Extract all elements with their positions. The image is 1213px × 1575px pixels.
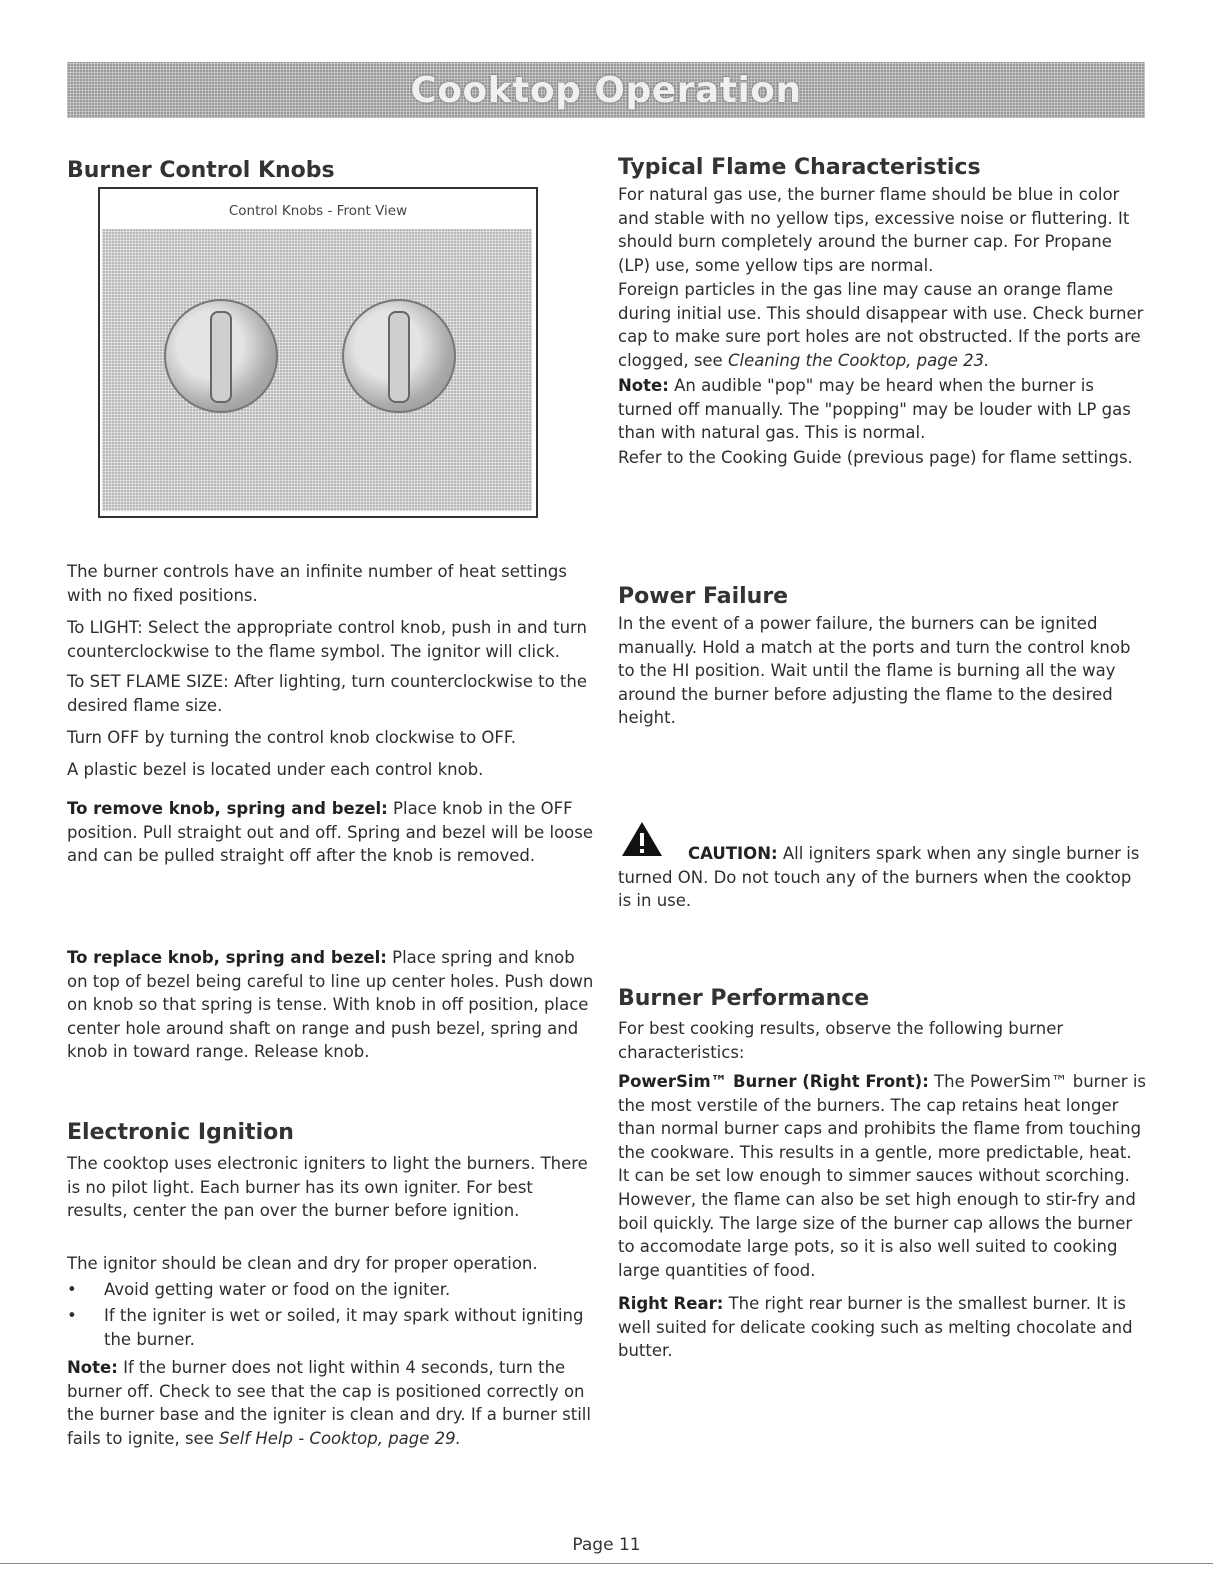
heading-burner-control-knobs: Burner Control Knobs — [67, 158, 335, 183]
knobs-paragraph-2: To LIGHT: Select the appropriate control knob, push in and turn counterclockwise to the flame symbol. The ignitor will click. — [67, 618, 587, 661]
remove-knob-label: To remove knob, spring and bezel: — [67, 799, 388, 818]
powersim-text: The PowerSim™ burner is the most verstile of the burners. The cap retains heat longer than normal burner caps and prohibits the flame from touching the cookware. This results in a gentle, more predictable, heat. It can be set low enough to simmer sauces without scorching. However, the flame can also be set high enough to stir-fry and boil quickly. The large size of the burner cap allows the burner to accomodate large pots, so it is also well suited to cooking large quantities of food. — [618, 1072, 1146, 1280]
right-rear-paragraph — [618, 1292, 1146, 1363]
bullet-dot: • — [67, 1306, 77, 1325]
right-rear-text: The right rear burner is the smallest burner. It is well suited for delicate cooking such as melting chocolate and butter. — [618, 1294, 1133, 1361]
ignition-bullet-2 — [67, 1304, 597, 1351]
knobs-paragraph-4: Turn OFF by turning the control knob clockwise to OFF. — [67, 728, 516, 747]
knobs-paragraph-1: The burner controls have an infinite number of heat settings with no fixed positions. — [67, 562, 567, 605]
heading-burner-performance: Burner Performance — [618, 986, 870, 1011]
power-failure-paragraph: In the event of a power failure, the burners can be ignited manually. Hold a match at the ports and turn the control knob to the HI position. Wait until the flame is burning all the way around the burner before adjusting the flame to the desired height. — [618, 614, 1131, 728]
figure-caption: Control Knobs - Front View — [228, 203, 408, 219]
right-rear-label: Right Rear: — [618, 1294, 724, 1313]
flame-note-paragraph — [618, 374, 1146, 445]
note-text: If the burner does not light within 4 seconds, turn the burner off. Check to see that the cap is positioned correctly on the burner base and the igniter is clean and dry. If a burner still fails to ignite, see — [67, 1358, 591, 1448]
caution-paragraph — [618, 842, 1146, 913]
note-label: Note: — [67, 1358, 118, 1377]
remove-knob-text: Place knob in the OFF position. Pull straight out and off. Spring and bezel will be loose and can be pulled straight off after the knob is removed. — [67, 799, 594, 866]
powersim-paragraph — [618, 1070, 1146, 1282]
bullet-dot: • — [67, 1280, 77, 1299]
flame-paragraph-4: Refer to the Cooking Guide (previous page) for flame settings. — [618, 448, 1133, 467]
flame-paragraph-2 — [618, 278, 1146, 372]
knobs-paragraph-5: A plastic bezel is located under each control knob. — [67, 760, 484, 779]
banner-title: Cooktop Operation — [410, 69, 802, 111]
caution-text: All igniters spark when any single burner is turned ON. Do not touch any of the burners when the cooktop is in use. — [618, 844, 1140, 911]
bullet-text: Avoid getting water or food on the igniter. — [104, 1280, 451, 1299]
flame-paragraph-2-text: Foreign particles in the gas line may cause an orange flame during initial use. This should disappear with use. Check burner cap to make sure port holes are not obstructed. If the ports are clogged, see — [618, 280, 1144, 370]
powersim-label: PowerSim™ Burner (Right Front): — [618, 1072, 929, 1091]
control-knob-right — [342, 299, 456, 413]
heading-power-failure: Power Failure — [618, 584, 789, 609]
ignition-bullet-1 — [67, 1278, 597, 1302]
replace-knob-label: To replace knob, spring and bezel: — [67, 948, 387, 967]
note-reference: Self Help - Cooktop, page 29. — [219, 1428, 461, 1448]
bullet-text: If the igniter is wet or soiled, it may spark without igniting the burner. — [104, 1306, 584, 1349]
replace-knob-text: Place spring and knob on top of bezel being careful to line up center holes. Push down on knob so that spring is tense. With knob in off position, place center hole around shaft on range and push bezel, spring and knob in toward range. Release knob. — [67, 948, 594, 1062]
heading-electronic-ignition: Electronic Ignition — [67, 1120, 294, 1145]
remove-knob-paragraph — [67, 797, 597, 868]
ignition-note-paragraph — [67, 1356, 597, 1450]
knob-panel-image — [102, 229, 532, 511]
page-banner — [67, 62, 1145, 118]
flame-note-label: Note: — [618, 376, 669, 395]
caution-label: CAUTION: — [688, 844, 778, 863]
heading-typical-flame: Typical Flame Characteristics — [618, 155, 981, 180]
replace-knob-paragraph — [67, 946, 597, 1064]
flame-paragraph-1: For natural gas use, the burner flame should be blue in color and stable with no yellow tips, excessive noise or fluttering. It should burn completely around the burner cap. For Propane (LP) use, some yellow tips are normal. — [618, 185, 1130, 275]
knobs-paragraph-3: To SET FLAME SIZE: After lighting, turn counterclockwise to the desired flame size. — [67, 672, 587, 715]
flame-paragraph-2-reference: Cleaning the Cooktop, page 23. — [727, 350, 990, 370]
page-number: Page 11 — [572, 1535, 641, 1555]
flame-note-text: An audible "pop" may be heard when the burner is turned off manually. The "popping" may be louder with LP gas than with natural gas. This is normal. — [618, 376, 1131, 443]
control-knobs-figure — [98, 187, 538, 518]
bottom-rule — [0, 1563, 1213, 1564]
control-knob-left — [164, 299, 278, 413]
ignition-paragraph-1: The cooktop uses electronic igniters to light the burners. There is no pilot light. Each burner has its own igniter. For best results, center the pan over the burner before ignition. — [67, 1154, 588, 1221]
ignition-paragraph-2: The ignitor should be clean and dry for proper operation. — [67, 1254, 538, 1273]
performance-paragraph-1: For best cooking results, observe the following burner characteristics: — [618, 1019, 1064, 1062]
